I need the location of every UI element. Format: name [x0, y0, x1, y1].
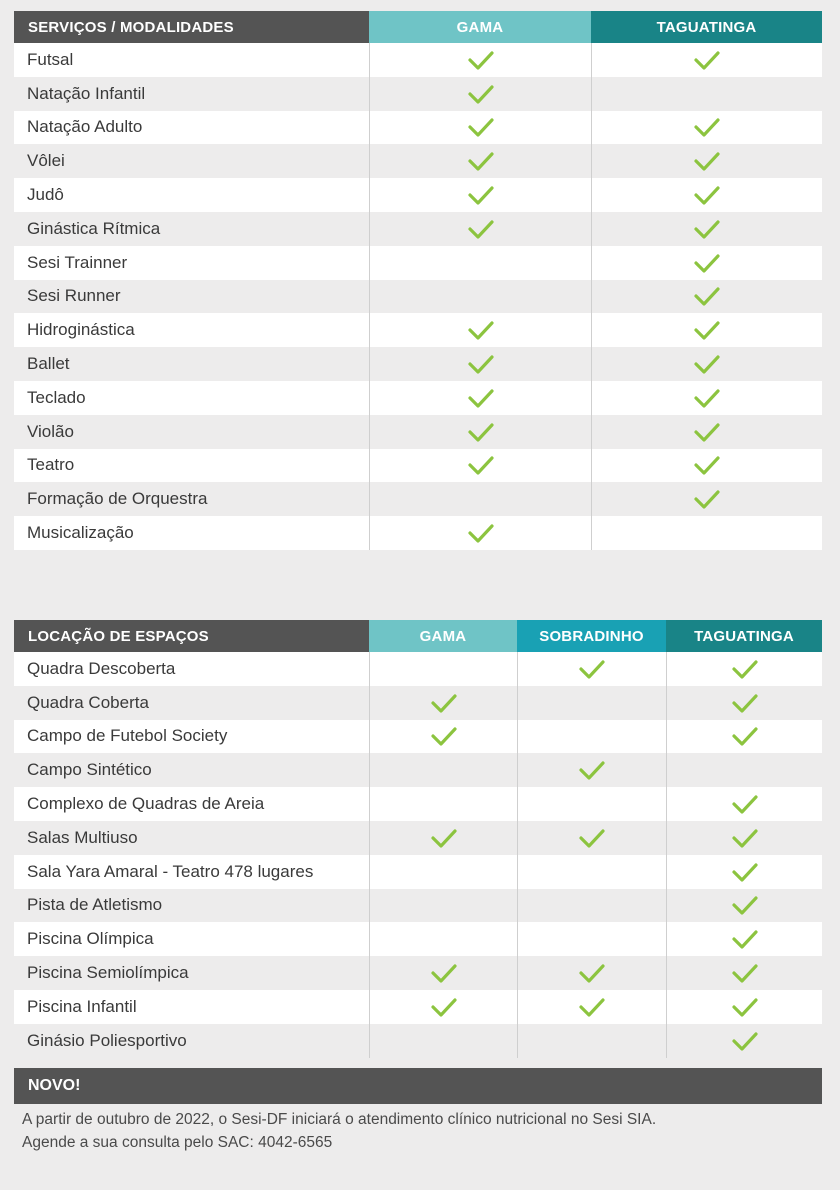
check-icon	[693, 387, 721, 409]
table-row	[14, 652, 822, 686]
row-label: Teclado	[27, 387, 86, 407]
check-icon	[693, 184, 721, 206]
table-row	[14, 212, 822, 246]
row-cell-taguatinga	[591, 212, 822, 246]
row-cell-taguatinga	[666, 1024, 822, 1058]
check-icon	[693, 150, 721, 172]
table-row	[14, 855, 822, 889]
row-label: Judô	[27, 185, 64, 205]
table-row	[14, 381, 822, 415]
spaces-header-col-taguatinga: TAGUATINGA	[666, 620, 822, 652]
table-row	[14, 313, 822, 347]
check-icon	[731, 692, 759, 714]
table-row	[14, 516, 822, 550]
row-cell-taguatinga	[666, 990, 822, 1024]
novo-title: NOVO!	[28, 1077, 81, 1094]
row-cell-taguatinga	[666, 686, 822, 720]
table-row	[14, 956, 822, 990]
table-row	[14, 347, 822, 381]
row-label: Sesi Runner	[27, 286, 121, 306]
row-cell-sobradinho	[517, 753, 666, 787]
check-icon	[731, 725, 759, 747]
row-label: Salas Multiuso	[27, 827, 138, 847]
row-cell-taguatinga	[591, 77, 822, 111]
row-label: Teatro	[27, 455, 75, 475]
table-row	[14, 415, 822, 449]
check-icon	[731, 1030, 759, 1052]
row-cell-taguatinga	[666, 922, 822, 956]
row-cell-taguatinga	[591, 144, 822, 178]
check-icon	[693, 421, 721, 443]
spaces-header-col-sobradinho: SOBRADINHO	[517, 620, 666, 652]
row-label: Formação de Orquestra	[27, 489, 208, 509]
row-cell-taguatinga	[591, 482, 822, 516]
table-row	[14, 246, 822, 280]
row-label: Pista de Atletismo	[27, 895, 163, 915]
row-cell-sobradinho	[517, 956, 666, 990]
spaces-table	[14, 620, 822, 1058]
services-header-label: SERVIÇOS / MODALIDADES	[14, 11, 369, 43]
check-icon	[578, 759, 606, 781]
row-cell-taguatinga	[666, 956, 822, 990]
row-cell-taguatinga	[591, 280, 822, 314]
row-cell-taguatinga	[591, 449, 822, 483]
row-cell-sobradinho	[517, 787, 666, 821]
check-icon	[430, 725, 458, 747]
row-cell-sobradinho	[517, 652, 666, 686]
table-row	[14, 922, 822, 956]
row-cell-sobradinho	[517, 889, 666, 923]
check-icon	[693, 488, 721, 510]
table-row	[14, 144, 822, 178]
check-icon	[731, 658, 759, 680]
check-icon	[693, 218, 721, 240]
check-icon	[578, 996, 606, 1018]
check-icon	[467, 319, 495, 341]
check-icon	[467, 522, 495, 544]
row-cell-gama	[369, 280, 591, 314]
row-cell-gama	[369, 990, 517, 1024]
check-icon	[467, 184, 495, 206]
check-icon	[693, 319, 721, 341]
spaces-header-col-gama: GAMA	[369, 620, 517, 652]
row-cell-sobradinho	[517, 720, 666, 754]
check-icon	[467, 150, 495, 172]
row-cell-gama	[369, 313, 591, 347]
row-label: Complexo de Quadras de Areia	[27, 794, 265, 814]
row-label: Piscina Infantil	[27, 996, 137, 1016]
novo-note-line-1: A partir de outubro de 2022, o Sesi-DF iniciará o atendimento clínico nutricional no Sesi SIA.	[22, 1111, 657, 1128]
check-icon	[467, 387, 495, 409]
row-label: Musicalização	[27, 523, 134, 543]
table-row	[14, 280, 822, 314]
row-cell-gama	[369, 415, 591, 449]
check-icon	[731, 861, 759, 883]
row-cell-gama	[369, 144, 591, 178]
check-icon	[731, 996, 759, 1018]
spaces-header	[14, 620, 822, 652]
check-icon	[731, 827, 759, 849]
row-label: Sala Yara Amaral - Teatro 478 lugares	[27, 861, 314, 881]
novo-note-line-2: Agende a sua consulta pelo SAC: 4042-6565	[22, 1134, 333, 1151]
row-label: Natação Infantil	[27, 83, 146, 103]
services-table	[14, 11, 822, 550]
row-cell-taguatinga	[591, 43, 822, 77]
row-cell-taguatinga	[666, 753, 822, 787]
table-row	[14, 482, 822, 516]
row-cell-sobradinho	[517, 922, 666, 956]
row-label: Quadra Descoberta	[27, 658, 176, 678]
row-cell-sobradinho	[517, 821, 666, 855]
check-icon	[731, 962, 759, 984]
check-icon	[731, 928, 759, 950]
table-row	[14, 1024, 822, 1058]
check-icon	[467, 83, 495, 105]
check-icon	[467, 421, 495, 443]
row-cell-gama	[369, 889, 517, 923]
row-cell-sobradinho	[517, 855, 666, 889]
row-cell-taguatinga	[591, 111, 822, 145]
check-icon	[693, 116, 721, 138]
row-label: Sesi Trainner	[27, 252, 128, 272]
row-cell-taguatinga	[666, 821, 822, 855]
table-row	[14, 753, 822, 787]
novo-note	[22, 1108, 822, 1154]
check-icon	[578, 827, 606, 849]
novo-banner	[14, 1068, 822, 1104]
check-icon	[693, 252, 721, 274]
row-label: Campo Sintético	[27, 760, 152, 780]
row-label: Ginástica Rítmica	[27, 218, 161, 238]
row-cell-gama	[369, 720, 517, 754]
row-cell-gama	[369, 482, 591, 516]
check-icon	[430, 692, 458, 714]
row-cell-gama	[369, 449, 591, 483]
check-icon	[430, 996, 458, 1018]
check-icon	[693, 285, 721, 307]
row-label: Violão	[27, 421, 74, 441]
row-cell-gama	[369, 855, 517, 889]
row-label: Hidroginástica	[27, 320, 135, 340]
row-label: Quadra Coberta	[27, 692, 149, 712]
row-label: Ballet	[27, 354, 70, 374]
row-label: Campo de Futebol Society	[27, 726, 228, 746]
check-icon	[693, 49, 721, 71]
row-cell-taguatinga	[591, 381, 822, 415]
table-row	[14, 43, 822, 77]
table-row	[14, 111, 822, 145]
row-cell-sobradinho	[517, 686, 666, 720]
row-cell-taguatinga	[591, 415, 822, 449]
row-cell-gama	[369, 381, 591, 415]
check-icon	[430, 962, 458, 984]
row-cell-gama	[369, 821, 517, 855]
row-cell-taguatinga	[591, 178, 822, 212]
row-cell-gama	[369, 178, 591, 212]
check-icon	[467, 116, 495, 138]
row-label: Vôlei	[27, 151, 65, 171]
services-header-col-gama: GAMA	[369, 11, 591, 43]
row-cell-taguatinga	[666, 855, 822, 889]
row-cell-taguatinga	[666, 652, 822, 686]
row-cell-gama	[369, 1024, 517, 1058]
row-label: Ginásio Poliesportivo	[27, 1030, 187, 1050]
table-row	[14, 449, 822, 483]
row-cell-taguatinga	[666, 787, 822, 821]
check-icon	[467, 49, 495, 71]
row-label: Piscina Semiolímpica	[27, 963, 189, 983]
check-icon	[467, 218, 495, 240]
check-icon	[693, 454, 721, 476]
row-cell-sobradinho	[517, 990, 666, 1024]
check-icon	[467, 353, 495, 375]
check-icon	[430, 827, 458, 849]
row-cell-sobradinho	[517, 1024, 666, 1058]
row-cell-gama	[369, 111, 591, 145]
services-header	[14, 11, 822, 43]
row-cell-taguatinga	[591, 347, 822, 381]
row-cell-gama	[369, 212, 591, 246]
table-row	[14, 77, 822, 111]
row-label: Natação Adulto	[27, 117, 143, 137]
table-row	[14, 990, 822, 1024]
check-icon	[467, 454, 495, 476]
check-icon	[731, 793, 759, 815]
table-row	[14, 787, 822, 821]
row-cell-gama	[369, 77, 591, 111]
table-row	[14, 686, 822, 720]
row-cell-gama	[369, 956, 517, 990]
row-cell-taguatinga	[666, 889, 822, 923]
row-cell-gama	[369, 753, 517, 787]
row-cell-taguatinga	[591, 516, 822, 550]
table-row	[14, 178, 822, 212]
row-cell-taguatinga	[591, 246, 822, 280]
row-cell-gama	[369, 246, 591, 280]
row-cell-gama	[369, 347, 591, 381]
check-icon	[693, 353, 721, 375]
check-icon	[578, 658, 606, 680]
check-icon	[731, 894, 759, 916]
row-cell-taguatinga	[666, 720, 822, 754]
spaces-header-label: LOCAÇÃO DE ESPAÇOS	[14, 620, 369, 652]
services-header-col-taguatinga: TAGUATINGA	[591, 11, 822, 43]
row-label: Futsal	[27, 49, 74, 69]
row-label: Piscina Olímpica	[27, 929, 154, 949]
row-cell-gama	[369, 516, 591, 550]
row-cell-gama	[369, 787, 517, 821]
check-icon	[578, 962, 606, 984]
row-cell-taguatinga	[591, 313, 822, 347]
row-cell-gama	[369, 43, 591, 77]
table-row	[14, 821, 822, 855]
row-cell-gama	[369, 652, 517, 686]
row-cell-gama	[369, 686, 517, 720]
row-cell-gama	[369, 922, 517, 956]
table-row	[14, 889, 822, 923]
table-row	[14, 720, 822, 754]
